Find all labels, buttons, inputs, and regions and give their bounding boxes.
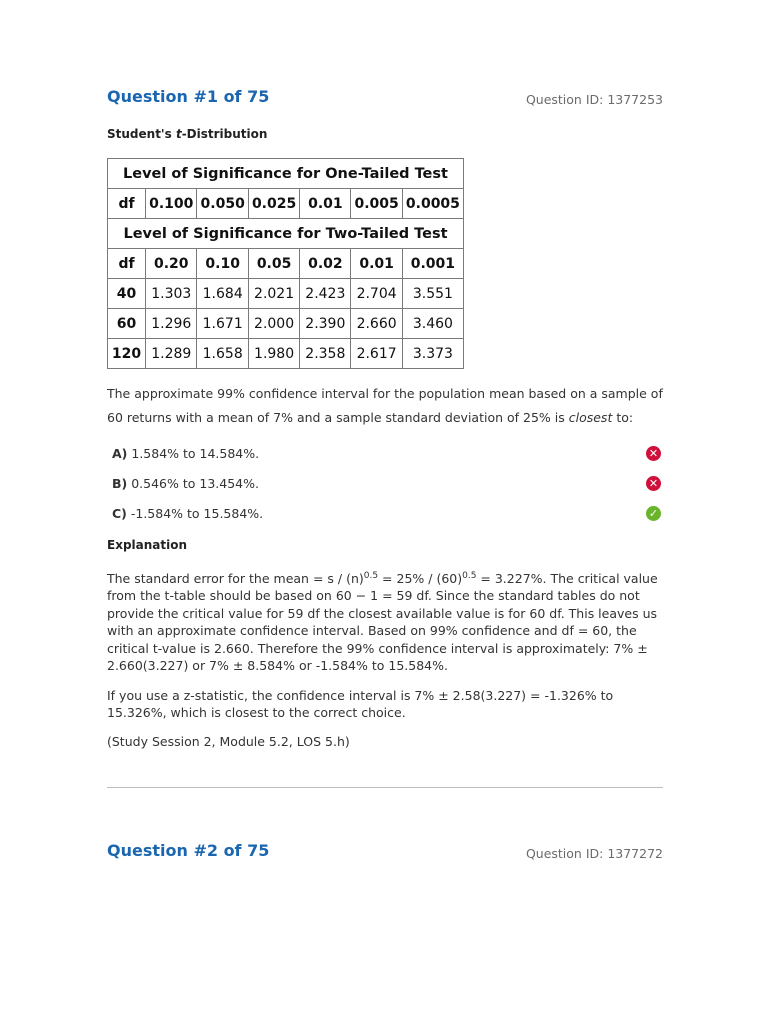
stem-emphasis: closest xyxy=(568,410,613,425)
table-row xyxy=(108,339,464,369)
table-cell: 1.658 xyxy=(197,339,248,369)
question-id: Question ID: 1377253 xyxy=(525,92,663,107)
table-cell: 0.20 xyxy=(146,249,197,279)
table-cell: 2.704 xyxy=(351,279,402,309)
table-cell: 1.289 xyxy=(146,339,197,369)
table-cell: 3.460 xyxy=(402,309,463,339)
answer-letter: C) xyxy=(112,506,127,521)
df-cell: 60 xyxy=(108,309,146,339)
divider xyxy=(107,787,663,788)
explanation-text: = 3.227%. The critical value from the t-table should be based on 60 − 1 = 59 df. Since the standard tables do not provide the critical value for 59 df the closest available value is for 60 df. This leaves us with an approximate confidence interval. Based on 99% confidence and df = 60, the critical t-value is 2.660. Therefore the 99% confidence interval is approximately: 7% ± 2.660(3.227) or 7% ± 8.584% or -1.584% to 15.584%. xyxy=(107,571,658,674)
table-cell: 3.373 xyxy=(402,339,463,369)
explanation-heading: Explanation xyxy=(107,538,188,552)
table-cell: 0.10 xyxy=(197,249,248,279)
exponent: 0.5 xyxy=(462,570,477,581)
table-cell: 2.000 xyxy=(248,309,299,339)
table-cell: 3.551 xyxy=(402,279,463,309)
two-tailed-columns-row xyxy=(108,249,464,279)
answer-text: 0.546% to 13.454%. xyxy=(127,476,259,491)
table-cell: 0.05 xyxy=(248,249,299,279)
df-cell: 120 xyxy=(108,339,146,369)
table-header-row xyxy=(108,159,464,189)
answer-text: -1.584% to 15.584%. xyxy=(126,506,264,521)
table-cell: 0.01 xyxy=(351,249,402,279)
table-cell: 2.390 xyxy=(300,309,351,339)
explanation-text: The standard error for the mean = s / (n) xyxy=(107,571,364,586)
table-cell: 0.02 xyxy=(300,249,351,279)
explanation-paragraph-z: If you use a z-statistic, the confidence interval is 7% ± 2.58(3.227) = -1.326% to 15.326%, which is closest to the correct choice. xyxy=(107,688,614,721)
explanation-paragraph xyxy=(107,570,667,674)
table-cell: 1.303 xyxy=(146,279,197,309)
table-cell: 0.01 xyxy=(300,189,351,219)
table-cell: 2.617 xyxy=(351,339,402,369)
table-caption-prefix: Student's xyxy=(107,127,176,141)
one-tailed-columns-row xyxy=(108,189,464,219)
two-tailed-header: Level of Significance for Two-Tailed Test xyxy=(108,219,464,249)
table-header-row xyxy=(108,219,464,249)
table-row xyxy=(108,309,464,339)
answer-option-c[interactable] xyxy=(112,506,660,526)
question-header xyxy=(107,87,663,117)
table-cell: 1.296 xyxy=(146,309,197,339)
table-cell: 2.358 xyxy=(300,339,351,369)
table-cell: df xyxy=(108,249,146,279)
x-circle-icon: ✕ xyxy=(646,446,661,461)
answer-letter: A) xyxy=(112,446,128,461)
check-circle-icon: ✓ xyxy=(646,506,661,521)
table-cell: 2.021 xyxy=(248,279,299,309)
question-stem xyxy=(107,382,667,430)
x-circle-icon: ✕ xyxy=(646,476,661,491)
question-header-2 xyxy=(107,841,663,871)
table-caption xyxy=(107,127,267,141)
stem-text: The approximate 99% confidence interval for the population mean based on a sample of 60 returns with a mean of 7% and a sample standard deviation of 25% is xyxy=(107,386,663,425)
stem-text-end: to: xyxy=(612,410,634,425)
answer-letter: B) xyxy=(112,476,128,491)
table-cell: 0.025 xyxy=(248,189,299,219)
question-title: Question #2 of 75 xyxy=(107,841,270,860)
explanation-text: = 25% / (60) xyxy=(378,571,463,586)
table-cell: 2.423 xyxy=(300,279,351,309)
table-cell: 1.980 xyxy=(248,339,299,369)
table-cell: 0.001 xyxy=(402,249,463,279)
question-id: Question ID: 1377272 xyxy=(525,846,663,861)
table-cell: df xyxy=(108,189,146,219)
question-title: Question #1 of 75 xyxy=(107,87,270,106)
table-cell: 0.050 xyxy=(197,189,248,219)
one-tailed-header: Level of Significance for One-Tailed Test xyxy=(108,159,464,189)
table-cell: 1.684 xyxy=(197,279,248,309)
table-cell: 0.005 xyxy=(351,189,402,219)
table-row xyxy=(108,279,464,309)
table-cell: 1.671 xyxy=(197,309,248,339)
los-reference: (Study Session 2, Module 5.2, LOS 5.h) xyxy=(107,734,350,749)
table-cell: 0.0005 xyxy=(402,189,463,219)
answer-option-b[interactable] xyxy=(112,476,660,496)
table-cell: 0.100 xyxy=(146,189,197,219)
answer-option-a[interactable] xyxy=(112,446,660,466)
table-caption-suffix: -Distribution xyxy=(181,127,268,141)
t-distribution-table xyxy=(107,158,464,369)
df-cell: 40 xyxy=(108,279,146,309)
answer-text: 1.584% to 14.584%. xyxy=(127,446,260,461)
exponent: 0.5 xyxy=(363,570,379,581)
table-caption-italic: t xyxy=(175,127,182,141)
table-cell: 2.660 xyxy=(351,309,402,339)
